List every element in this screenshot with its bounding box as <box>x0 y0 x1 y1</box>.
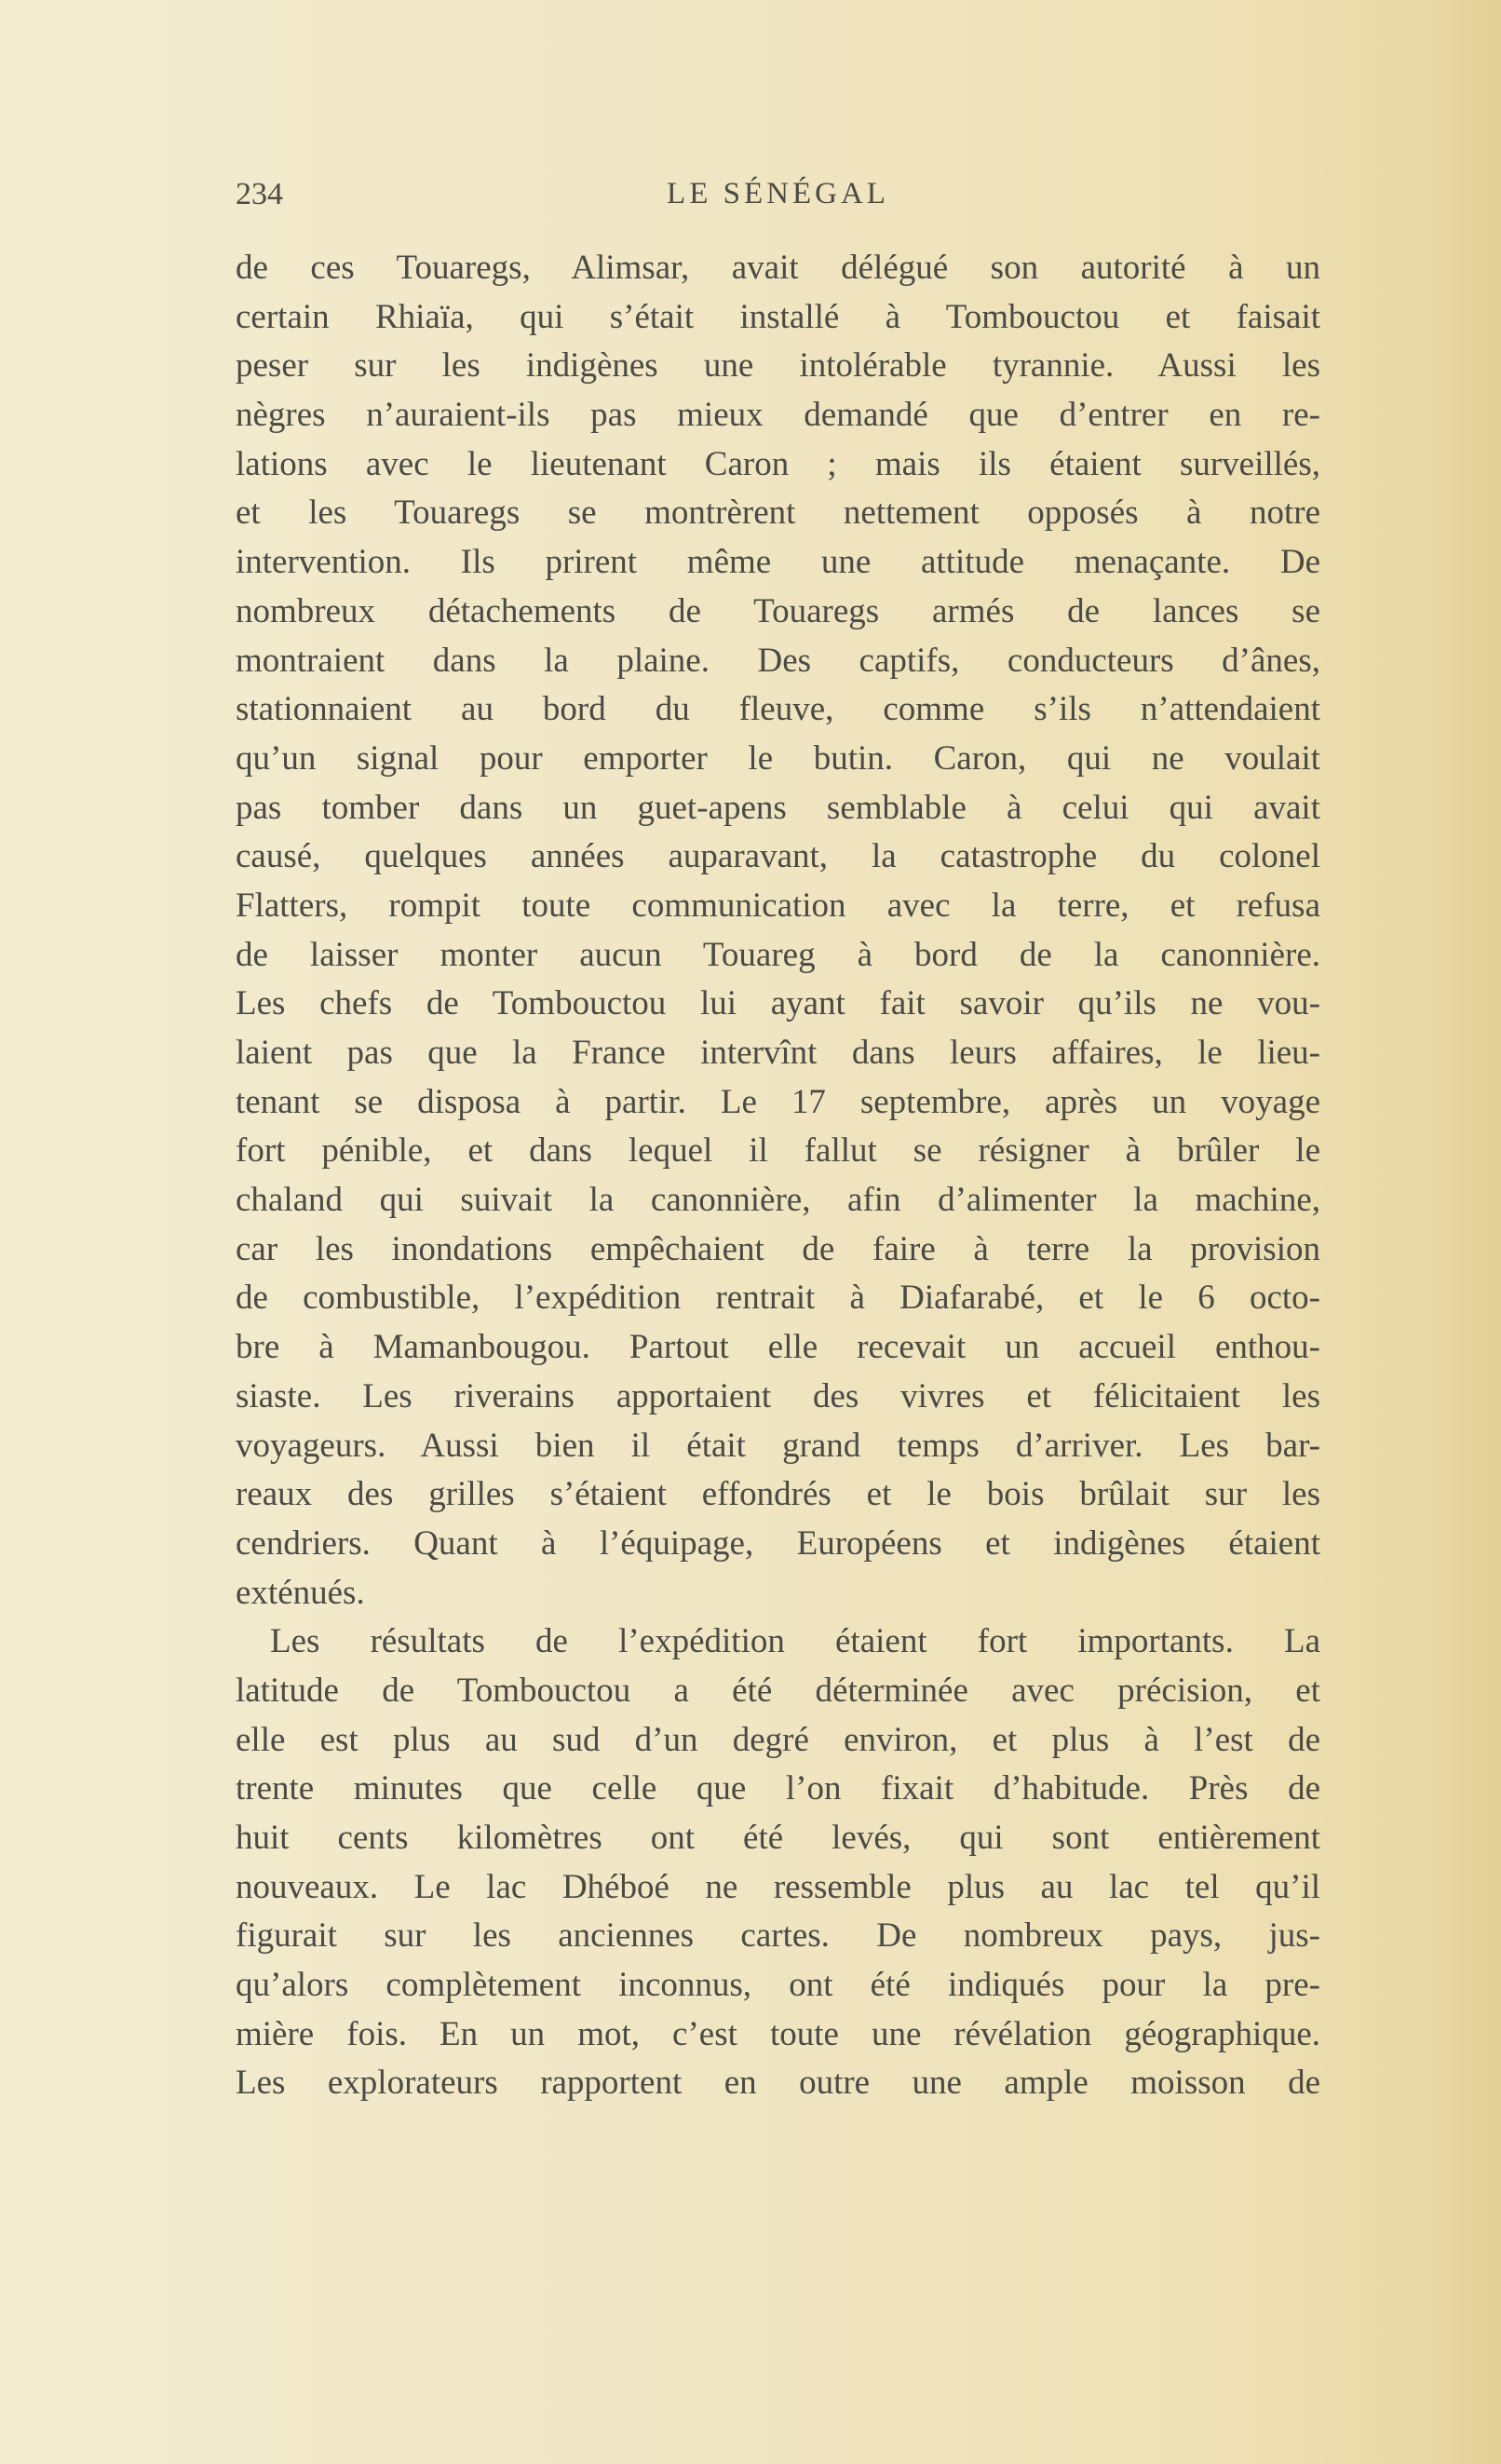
text-line: et les Touaregs se montrèrent nettement opposés à notre <box>236 494 1320 533</box>
text-line: peser sur les indigènes une intolérable tyrannie. Aussi les <box>236 346 1320 386</box>
text-line: pas tomber dans un guet-apens semblable à celui qui avait <box>236 788 1320 827</box>
text-line: de ces Touaregs, Alimsar, avait délégué son autorité à un <box>236 249 1320 287</box>
text-line: de combustible, l’expédition rentrait à Diafarabé, et le 6 octo- <box>236 1279 1320 1318</box>
text-line: trente minutes que celle que l’on fixait d’habitude. Près de <box>236 1769 1320 1808</box>
text-line: montraient dans la plaine. Des captifs, conducteurs d’ânes, <box>236 641 1320 680</box>
text-line: qu’alors complètement inconnus, ont été indiqués pour la pre- <box>236 1966 1320 2005</box>
text-line: figurait sur les anciennes cartes. De nombreux pays, jus- <box>236 1916 1320 1956</box>
text-line: exténués. <box>236 1573 365 1612</box>
page-number: 234 <box>236 177 283 211</box>
text-line: reaux des grilles s’étaient effondrés et le bois brûlait sur les <box>236 1475 1320 1514</box>
text-line: Les explorateurs rapportent en outre une ample moisson de <box>236 2064 1320 2103</box>
text-line: huit cents kilomètres ont été levés, qui sont entièrement <box>236 1819 1320 1857</box>
text-line: certain Rhiaïa, qui s’était installé à Tombouctou et faisait <box>236 297 1320 336</box>
text-line: nouveaux. Le lac Dhéboé ne ressemble plus au lac tel qu’il <box>236 1867 1320 1906</box>
text-line: causé, quelques années auparavant, la catastrophe du colonel <box>236 837 1320 876</box>
text-line: mière fois. En un mot, c’est toute une révélation géographique. <box>236 2014 1320 2053</box>
text-line: Les chefs de Tombouctou lui ayant fait savoir qu’ils ne vou- <box>236 984 1320 1023</box>
text-line: intervention. Ils prirent même une attitude menaçante. De <box>236 543 1320 582</box>
text-line: tenant se disposa à partir. Le 17 septembre, après un voyage <box>236 1082 1320 1121</box>
text-line: siaste. Les riverains apportaient des vivres et félicitaient les <box>236 1376 1320 1415</box>
text-line: lations avec le lieutenant Caron ; mais ils étaient surveillés, <box>236 444 1320 483</box>
text-line: fort pénible, et dans lequel il fallut se résigner à brûler le <box>236 1131 1320 1171</box>
body-text <box>236 244 1320 2108</box>
running-title: LE SÉNÉGAL <box>667 177 889 210</box>
text-line: de laisser monter aucun Touareg à bord de la canonnière. <box>236 935 1320 974</box>
text-line: Les résultats de l’expédition étaient fort importants. La <box>270 1622 1320 1661</box>
text-line: cendriers. Quant à l’équipage, Européens et indigènes étaient <box>236 1523 1320 1563</box>
text-line: nombreux détachements de Touaregs armés de lances se <box>236 591 1320 630</box>
text-line: qu’un signal pour emporter le butin. Caron, qui ne voulait <box>236 738 1320 778</box>
page-header <box>236 177 1320 214</box>
text-line: elle est plus au sud d’un degré environ, et plus à l’est de <box>236 1720 1320 1759</box>
text-line: Flatters, rompit toute communication avec la terre, et refusa <box>236 886 1320 925</box>
text-line: latitude de Tombouctou a été déterminée avec précision, et <box>236 1671 1320 1710</box>
text-line: voyageurs. Aussi bien il était grand temps d’arriver. Les bar- <box>236 1426 1320 1465</box>
text-line: stationnaient au bord du fleuve, comme s’ils n’attendaient <box>236 690 1320 729</box>
text-line: nègres n’auraient-ils pas mieux demandé que d’entrer en re- <box>236 396 1320 435</box>
text-line: bre à Mamanbougou. Partout elle recevait un accueil enthou- <box>236 1328 1320 1367</box>
text-line: car les inondations empêchaient de faire à terre la provision <box>236 1229 1320 1268</box>
text-line: chaland qui suivait la canonnière, afin d’alimenter la machine, <box>236 1181 1320 1220</box>
text-line: laient pas que la France intervînt dans leurs affaires, le lieu- <box>236 1034 1320 1072</box>
